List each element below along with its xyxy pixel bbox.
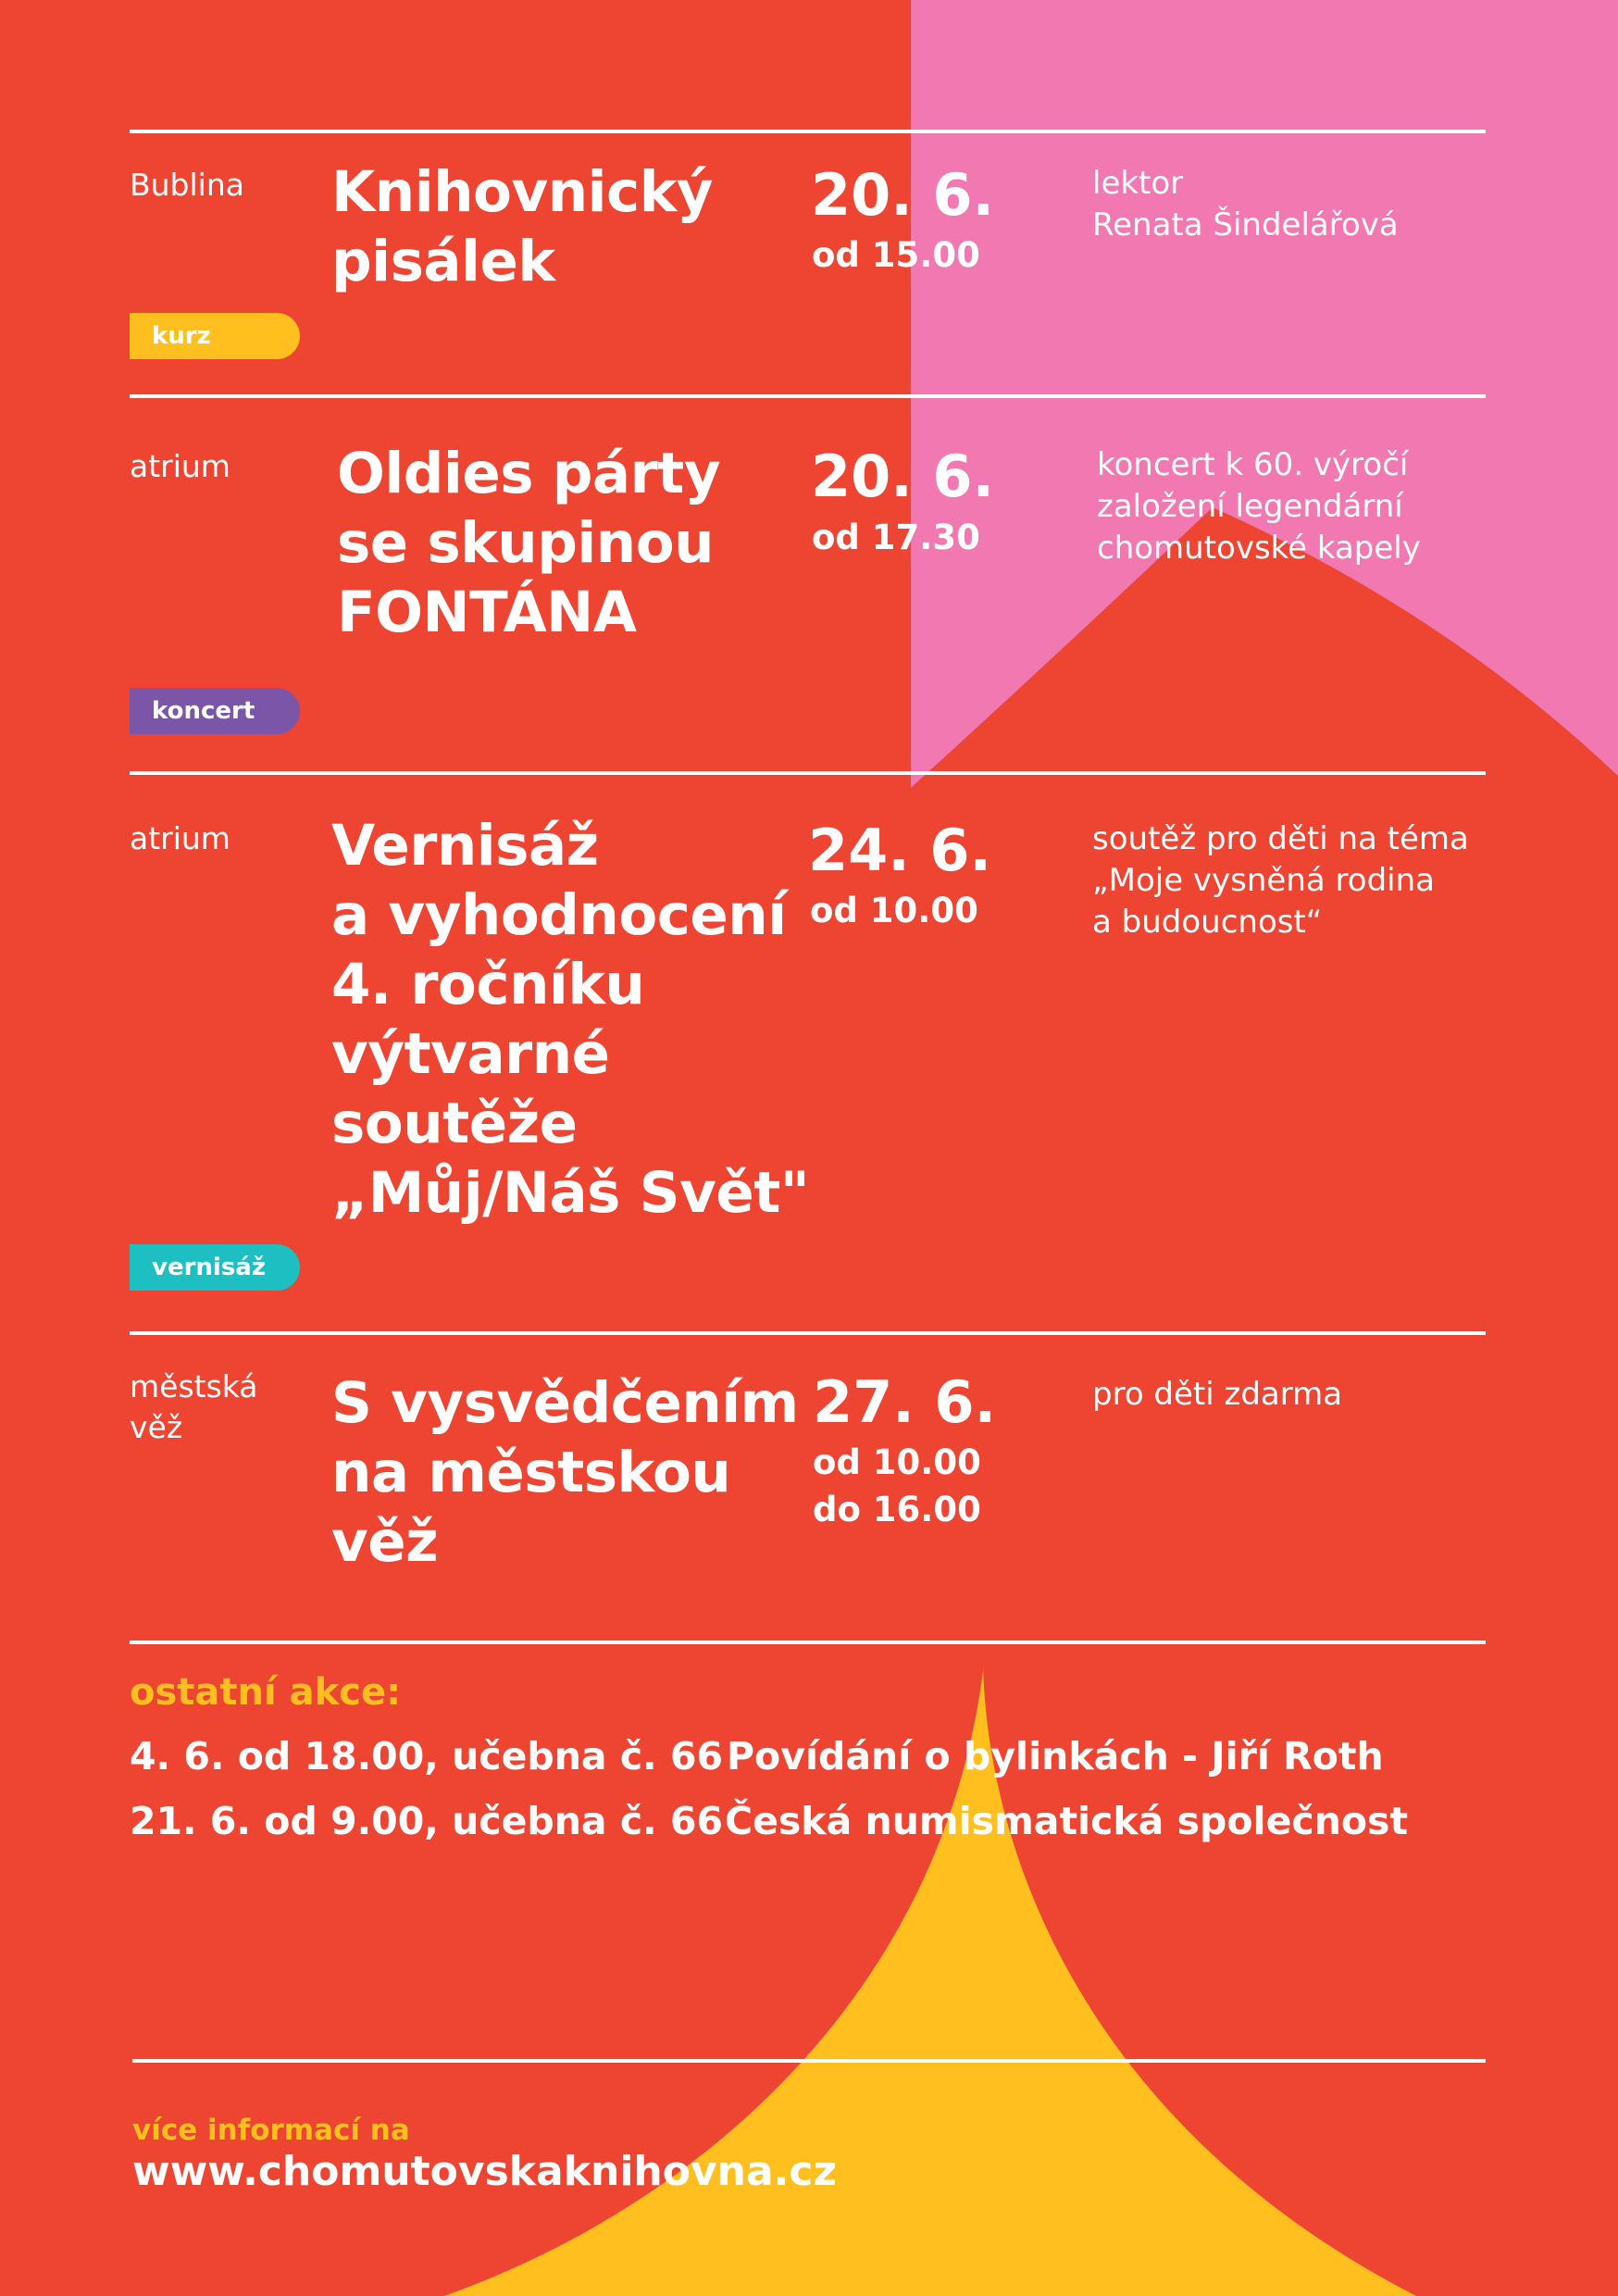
divider bbox=[130, 771, 1486, 775]
event-venue: atrium bbox=[130, 448, 230, 484]
event-note: koncert k 60. výročí založení legendární chomutovské kapely bbox=[1097, 446, 1421, 567]
event-time: od 15.00 bbox=[812, 235, 980, 275]
event-time: od 10.00 bbox=[810, 891, 978, 930]
event-tag-vernisaz: vernisáž bbox=[130, 1244, 300, 1291]
event-note: lektor Renata Šindelářová bbox=[1092, 165, 1399, 243]
event-time: od 17.30 bbox=[812, 518, 980, 557]
event-date: 20. 6. bbox=[811, 443, 995, 510]
event-tag-koncert: koncert bbox=[130, 688, 300, 734]
event-note: soutěž pro děti na téma „Moje vysněná rodina a budoucnost“ bbox=[1092, 820, 1469, 941]
event-date: 24. 6. bbox=[808, 817, 992, 884]
event-date: 20. 6. bbox=[811, 161, 995, 229]
other-event-what: Česká numismatická společnost bbox=[725, 1799, 1409, 1843]
other-event-what: Povídání o bylinkách - Jiří Roth bbox=[727, 1734, 1384, 1778]
event-venue: atrium bbox=[130, 820, 230, 856]
more-info-label: více informací na bbox=[132, 2114, 410, 2147]
other-event-when: 21. 6. od 9.00, učebna č. 66 bbox=[130, 1799, 724, 1843]
event-note: pro děti zdarma bbox=[1092, 1376, 1343, 1413]
event-venue: městská věž bbox=[130, 1368, 258, 1445]
other-event-when: 4. 6. od 18.00, učebna č. 66 bbox=[130, 1734, 724, 1778]
divider bbox=[130, 130, 1486, 133]
event-title: Vernisáž a vyhodnocení 4. ročníku výtvarné soutěže „Můj/Náš Svět" bbox=[331, 813, 810, 1226]
divider bbox=[130, 1331, 1486, 1335]
other-events-heading: ostatní akce: bbox=[130, 1671, 402, 1714]
event-date: 27. 6. bbox=[813, 1368, 997, 1436]
event-title: Knihovnický pisálek bbox=[331, 159, 714, 294]
website-link[interactable]: www.chomutovskaknihovna.cz bbox=[132, 2148, 838, 2195]
event-title: S vysvědčením na městskou věž bbox=[331, 1370, 799, 1575]
event-venue: Bublina bbox=[130, 167, 244, 203]
event-tag-kurz: kurz bbox=[130, 313, 300, 359]
divider bbox=[130, 1641, 1486, 1644]
event-time: od 10.00 do 16.00 bbox=[813, 1442, 981, 1529]
divider bbox=[130, 394, 1486, 398]
event-title: Oldies párty se skupinou FONTÁNA bbox=[337, 441, 721, 645]
divider bbox=[132, 2059, 1486, 2063]
